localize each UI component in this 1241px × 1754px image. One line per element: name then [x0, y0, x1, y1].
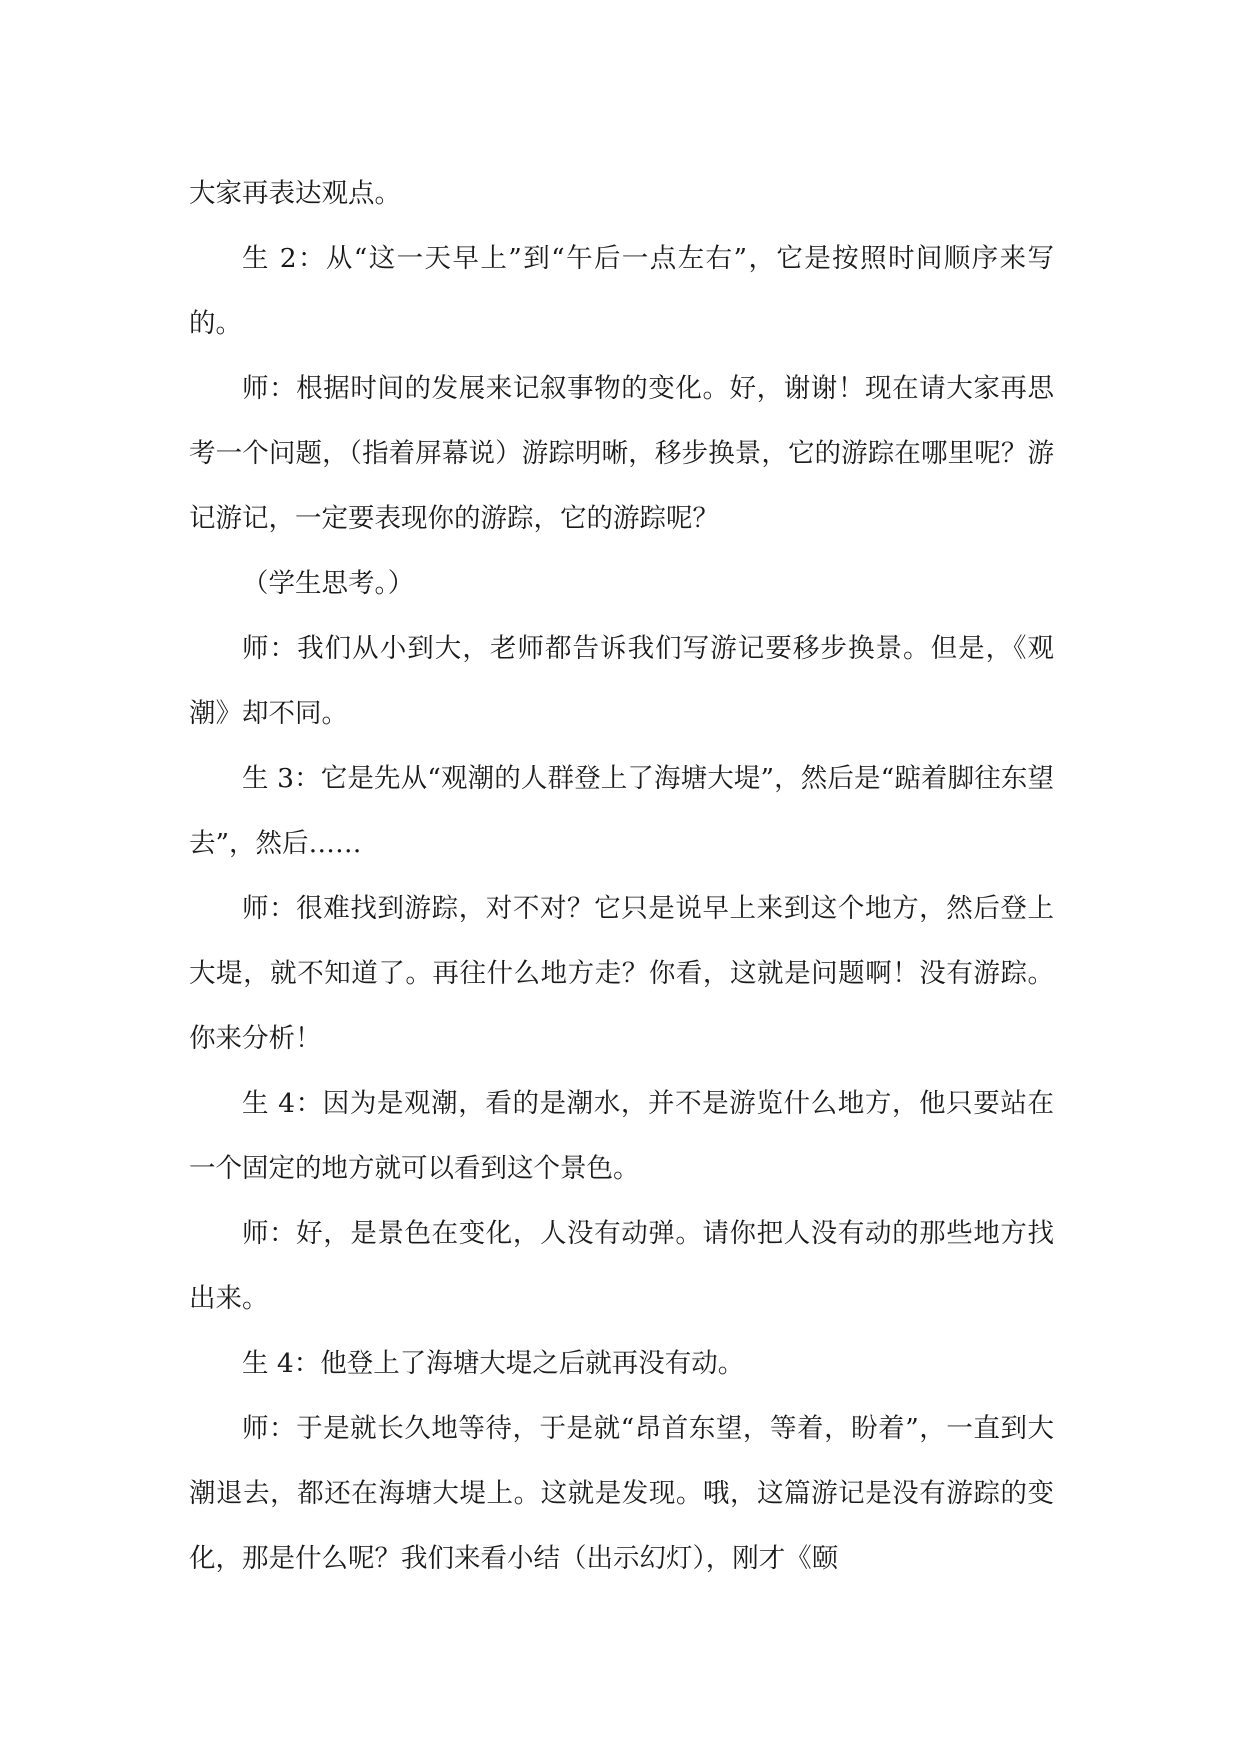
paragraph-stage-direction: （学生思考。） — [242, 568, 415, 599]
paragraph-student-4b: 生 4：他登上了海塘大堤之后就再没有动。 — [242, 1348, 745, 1379]
paragraph-student-2: 生 2：从“这一天早上”到“午后一点左右”，它是按照时间顺序来写的。 — [189, 243, 1054, 339]
paragraph-student-4a: 生 4：因为是观潮，看的是潮水，并不是游览什么地方，他只要站在一个固定的地方就可以看到这个景色。 — [189, 1088, 1054, 1184]
document-body — [189, 161, 1054, 1591]
paragraph-teacher-2: 师：我们从小到大，老师都告诉我们写游记要移步换景。但是，《观潮》却不同。 — [189, 633, 1054, 729]
paragraph-teacher-4: 师：好，是景色在变化，人没有动弹。请你把人没有动的那些地方找出来。 — [189, 1218, 1054, 1314]
paragraph-teacher-3: 师：很难找到游踪，对不对？它只是说早上来到这个地方，然后登上大堤，就不知道了。再往什么地方走？你看，这就是问题啊！没有游踪。你来分析！ — [189, 893, 1054, 1054]
paragraph-student-3: 生 3：它是先从“观潮的人群登上了海塘大堤”，然后是“踮着脚往东望去”，然后…… — [189, 763, 1054, 859]
paragraph-teacher-1: 师：根据时间的发展来记叙事物的变化。好，谢谢！现在请大家再思考一个问题，（指着屏幕说）游踪明晰，移步换景，它的游踪在哪里呢？游记游记，一定要表现你的游踪，它的游踪呢？ — [189, 373, 1054, 534]
paragraph-continuation: 大家再表达观点。 — [189, 178, 401, 209]
paragraph-teacher-5: 师：于是就长久地等待，于是就“昂首东望，等着，盼着”，一直到大潮退去，都还在海塘大堤上。这就是发现。哦，这篇游记是没有游踪的变化，那是什么呢？我们来看小结（出示幻灯），刚才《颐 — [189, 1413, 1054, 1574]
